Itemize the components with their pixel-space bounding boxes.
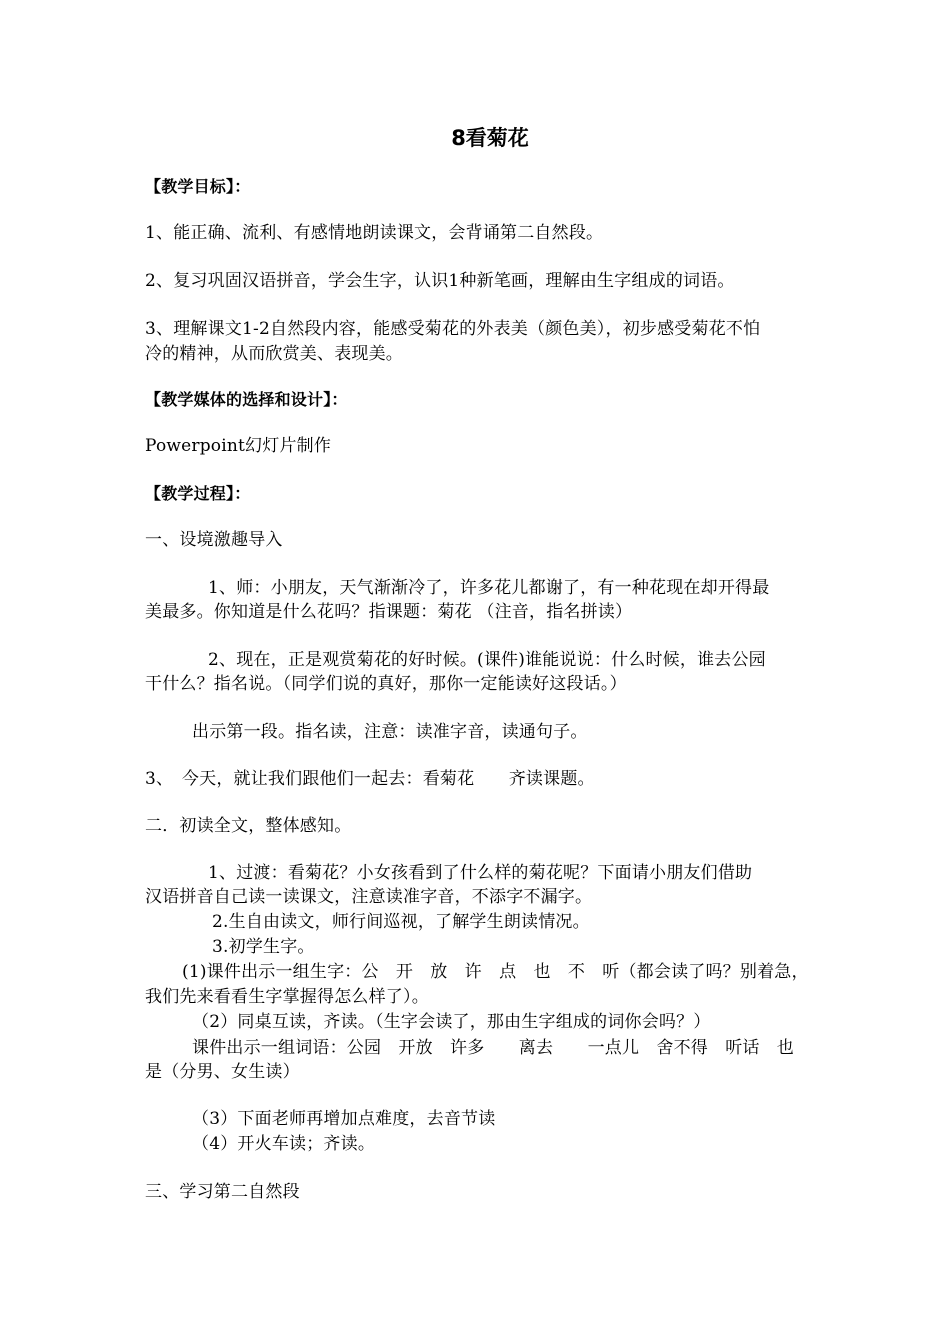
part1-line: 2、现在，正是观赏菊花的好时候。(课件)谁能说说：什么时候，谁去公园 — [208, 650, 766, 670]
part1-line: 1、师：小朋友，天气渐渐冷了，许多花儿都谢了，有一种花现在却开得最 — [208, 578, 770, 598]
part2-line: 汉语拼音自己读一读课文，注意读准字音，不添字不漏字。 — [145, 887, 593, 907]
page-title: 8看菊花 — [451, 126, 529, 150]
goals-heading: 【教学目标】： — [145, 177, 251, 196]
part2-line: （4）开火车读；齐读。 — [192, 1134, 376, 1154]
media-text: Powerpoint幻灯片制作 — [145, 436, 332, 456]
part2-line: 2.生自由读文，师行间巡视，了解学生朗读情况。 — [212, 912, 590, 932]
part2-line: （3）下面老师再增加点难度，去音节读 — [192, 1109, 496, 1129]
part2-line: 课件出示一组词语：公园 开放 许多 离去 一点儿 舍不得 听话 也 — [192, 1038, 794, 1058]
goal-line: 2、复习巩固汉语拼音，学会生字，认识1种新笔画，理解由生字组成的词语。 — [145, 271, 735, 291]
part2-title: 二．初读全文，整体感知。 — [145, 816, 352, 836]
part2-line: 我们先来看看生字掌握得怎么样了）。 — [145, 987, 429, 1007]
part1-line: 干什么？指名说。（同学们说的真好，那你一定能读好这段话。） — [145, 674, 627, 694]
goal-line: 1、能正确、流利、有感情地朗读课文，会背诵第二自然段。 — [145, 223, 604, 243]
part1-title: 一、设境激趣导入 — [145, 530, 283, 550]
process-heading: 【教学过程】： — [145, 484, 251, 503]
goal-line: 冷的精神，从而欣赏美、表现美。 — [145, 344, 403, 364]
part3-title: 三、学习第二自然段 — [145, 1182, 300, 1202]
part2-line: 1、过渡：看菊花？小女孩看到了什么样的菊花呢？下面请小朋友们借助 — [208, 863, 753, 883]
part2-line: （2）同桌互读，齐读。（生字会读了，那由生字组成的词你会吗？） — [192, 1012, 711, 1032]
part1-line: 出示第一段。指名读，注意：读准字音，读通句子。 — [192, 722, 588, 742]
part2-line: (1)课件出示一组生字：公 开 放 许 点 也 不 听（都会读了吗？别着急， — [182, 962, 809, 982]
part1-line: 3、 今天，就让我们跟他们一起去：看菊花 齐读课题。 — [145, 769, 595, 789]
media-heading: 【教学媒体的选择和设计】： — [145, 390, 348, 409]
part2-line: 3.初学生字。 — [212, 937, 315, 957]
part1-line: 美最多。你知道是什么花吗？指课题：菊花 （注音，指名拼读） — [145, 602, 633, 622]
part2-line: 是（分男、女生读） — [145, 1062, 300, 1082]
goal-line: 3、理解课文1-2自然段内容，能感受菊花的外表美（颜色美），初步感受菊花不怕 — [145, 319, 761, 339]
